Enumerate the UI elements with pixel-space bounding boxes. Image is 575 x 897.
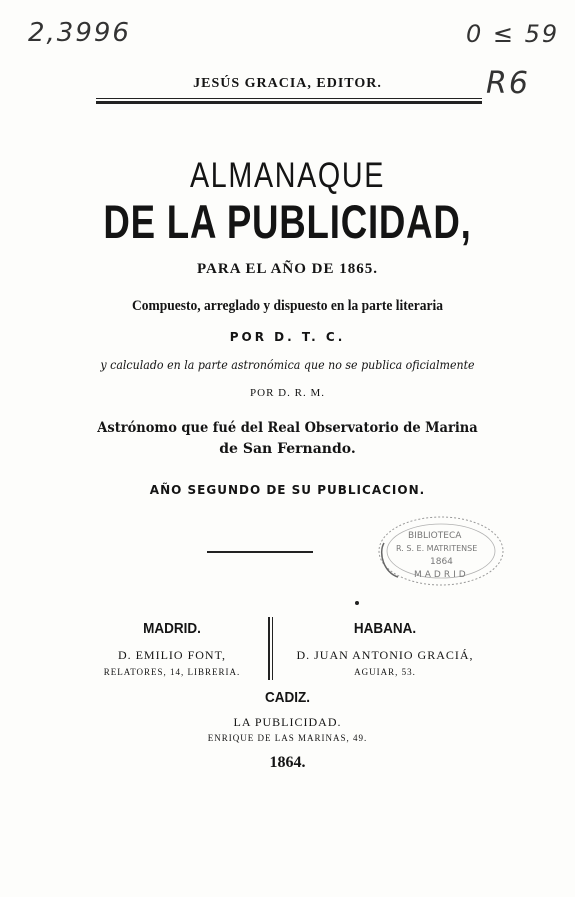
stamp-text-4: MADRID — [414, 570, 469, 580]
publication-year: 1864. — [269, 754, 306, 771]
imprint-cadiz-address: ENRIQUE DE LAS MARINAS, 49. — [207, 733, 368, 743]
header-rule-thin — [96, 98, 482, 99]
imprint-habana-city: HABANA. — [353, 620, 417, 637]
imprint-madrid-address: RELATORES, 14, LIBRERIA. — [103, 667, 241, 677]
imprint-habana-publisher: D. JUAN ANTONIO GRACIÁ, — [296, 648, 474, 662]
imprint-cadiz-publisher: LA PUBLICIDAD. — [233, 715, 342, 729]
handwritten-number: 0 ≤ 59 — [466, 20, 560, 48]
imprint-madrid-publisher: D. EMILIO FONT, — [117, 648, 227, 662]
astronomer-line-1: Astrónomo que fué del Real Observatorio de Marina — [97, 420, 478, 436]
stamp-text-1: BIBLIOTECA — [408, 531, 462, 541]
header-rule-thick — [96, 101, 482, 104]
handwritten-catalog-mark: R6 — [486, 66, 530, 101]
ink-dot — [355, 601, 359, 605]
library-stamp — [374, 513, 508, 589]
imprint-habana-address: AGUIAR, 53. — [354, 667, 416, 677]
author-line: POR D. R. M. — [250, 387, 325, 399]
calculado-line: y calculado en la parte astronómica que no se publica oficialmente — [100, 358, 475, 372]
editor-line: JESÚS GRACIA, EDITOR. — [193, 76, 382, 91]
astronomer-line-2: de San Fernando. — [219, 441, 356, 457]
handwritten-shelfmark: 2,3996 — [28, 18, 131, 48]
stamp-text-2: R. S. E. MATRITENSE — [396, 544, 478, 553]
stamp-text-3: 1864 — [430, 557, 453, 567]
imprint-cadiz-city: CADIZ. — [265, 689, 310, 706]
imprint-madrid-city: MADRID. — [143, 620, 201, 637]
column-divider-thin — [272, 617, 273, 680]
title-publicidad: DE LA PUBLICIDAD, — [103, 195, 472, 248]
author-initials-line: POR D. T. C. — [229, 330, 346, 344]
title-almanaque: ALMANAQUE — [190, 156, 385, 195]
column-divider — [268, 617, 270, 680]
year-line: PARA EL AÑO DE 1865. — [197, 261, 378, 277]
edition-line: AÑO SEGUNDO DE SU PUBLICACION. — [149, 483, 426, 497]
divider-rule — [207, 551, 313, 553]
compuesto-line: Compuesto, arreglado y dispuesto en la parte literaria — [132, 298, 443, 314]
